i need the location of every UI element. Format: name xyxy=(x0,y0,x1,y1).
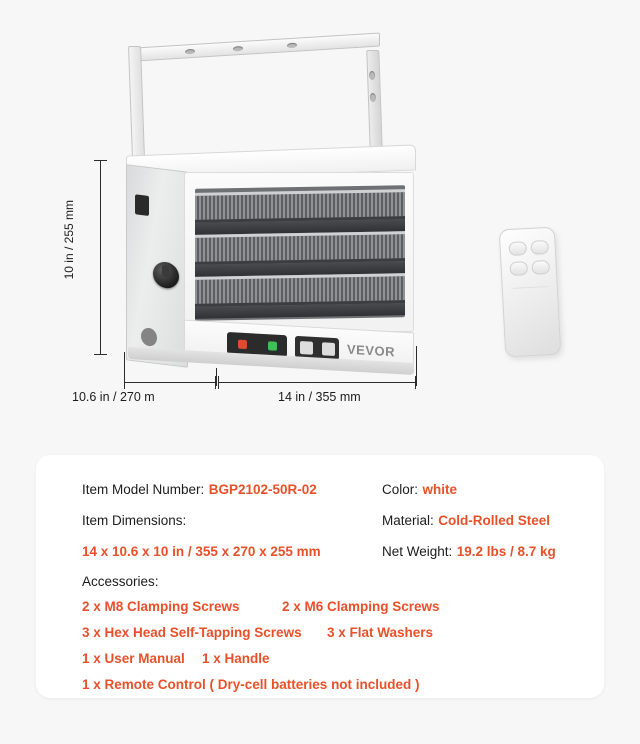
remote-button-mode xyxy=(530,240,549,255)
control-knob xyxy=(153,261,179,290)
spec-net-weight xyxy=(382,543,602,561)
color-value: white xyxy=(422,482,457,497)
heating-fin xyxy=(195,273,405,307)
heater-front-housing xyxy=(184,172,414,332)
remote-button-power xyxy=(508,241,527,256)
accessory-item: 2 x M6 Clamping Screws xyxy=(282,599,440,614)
accessory-item: 3 x Hex Head Self-Tapping Screws xyxy=(82,625,302,640)
height-dimension-label: 10 in / 255 mm xyxy=(62,200,76,280)
remote-divider xyxy=(513,286,549,289)
bracket-left-arm xyxy=(128,46,145,158)
accessory-item: 1 x Remote Control ( Dry-cell batteries not included ) xyxy=(82,677,420,692)
bracket-hole xyxy=(369,71,375,80)
status-led xyxy=(268,341,277,351)
accessory-item: 1 x User Manual xyxy=(82,651,185,666)
accessories-row xyxy=(82,677,604,692)
heater-side-panel xyxy=(126,164,188,368)
specification-card xyxy=(36,455,604,698)
depth-leader-line xyxy=(216,368,217,386)
color-label: Color: xyxy=(382,482,419,497)
accessories-row xyxy=(82,625,604,640)
bracket-top-bar xyxy=(136,33,380,62)
spec-color xyxy=(382,481,602,499)
accessory-item: 2 x M8 Clamping Screws xyxy=(82,599,240,614)
remote-control xyxy=(499,227,562,358)
accessories-row xyxy=(82,599,604,614)
spec-row-model xyxy=(82,481,604,499)
bracket-hole xyxy=(233,46,243,52)
width-dimension-line xyxy=(218,382,416,383)
accessories-row xyxy=(82,651,604,666)
material-value: Cold-Rolled Steel xyxy=(438,513,550,528)
fin-gap xyxy=(195,303,405,319)
heating-element-grille xyxy=(195,185,405,321)
dimensions-label: Item Dimensions: xyxy=(82,513,187,528)
width-dimension-label: 14 in / 355 mm xyxy=(278,390,361,404)
net-weight-value: 19.2 lbs / 8.7 kg xyxy=(456,544,556,559)
heating-fin xyxy=(195,231,405,265)
remote-button-down xyxy=(531,260,550,275)
bracket-hole xyxy=(185,49,195,55)
power-led xyxy=(238,339,247,349)
side-vent-hole xyxy=(141,327,157,347)
bracket-right-arm xyxy=(366,50,382,150)
spec-dimensions xyxy=(82,512,382,530)
model-label: Item Model Number: xyxy=(82,482,205,497)
panel-button-up[interactable] xyxy=(300,341,313,355)
spec-row-dimensions xyxy=(82,512,604,530)
dimensions-value: 14 x 10.6 x 10 in / 355 x 270 x 255 mm xyxy=(82,544,321,559)
brand-logo: VEVOR xyxy=(346,341,395,360)
heating-fin xyxy=(195,189,405,223)
model-value: BGP2102-50R-02 xyxy=(208,482,317,497)
spec-dimensions-value xyxy=(82,543,382,561)
depth-dimension-label: 10.6 in / 270 m xyxy=(72,390,155,404)
power-inlet xyxy=(135,194,149,216)
accessory-item: 3 x Flat Washers xyxy=(327,625,434,640)
accessories-label: Accessories: xyxy=(82,574,159,589)
spec-row-dimensions-value xyxy=(82,543,604,561)
bracket-hole xyxy=(370,93,376,102)
bracket-hole xyxy=(287,43,297,49)
spec-model xyxy=(82,481,382,499)
spec-material xyxy=(382,512,602,530)
net-weight-label: Net Weight: xyxy=(382,544,453,559)
accessory-item: 1 x Handle xyxy=(202,651,270,666)
garage-heater-unit xyxy=(126,150,416,365)
material-label: Material: xyxy=(382,513,434,528)
panel-button-down[interactable] xyxy=(322,342,335,356)
remote-button-up xyxy=(509,261,528,276)
height-dimension-line xyxy=(100,160,101,355)
mounting-bracket xyxy=(130,40,380,160)
width-leader-line xyxy=(416,346,417,386)
depth-dimension-line xyxy=(124,382,216,383)
